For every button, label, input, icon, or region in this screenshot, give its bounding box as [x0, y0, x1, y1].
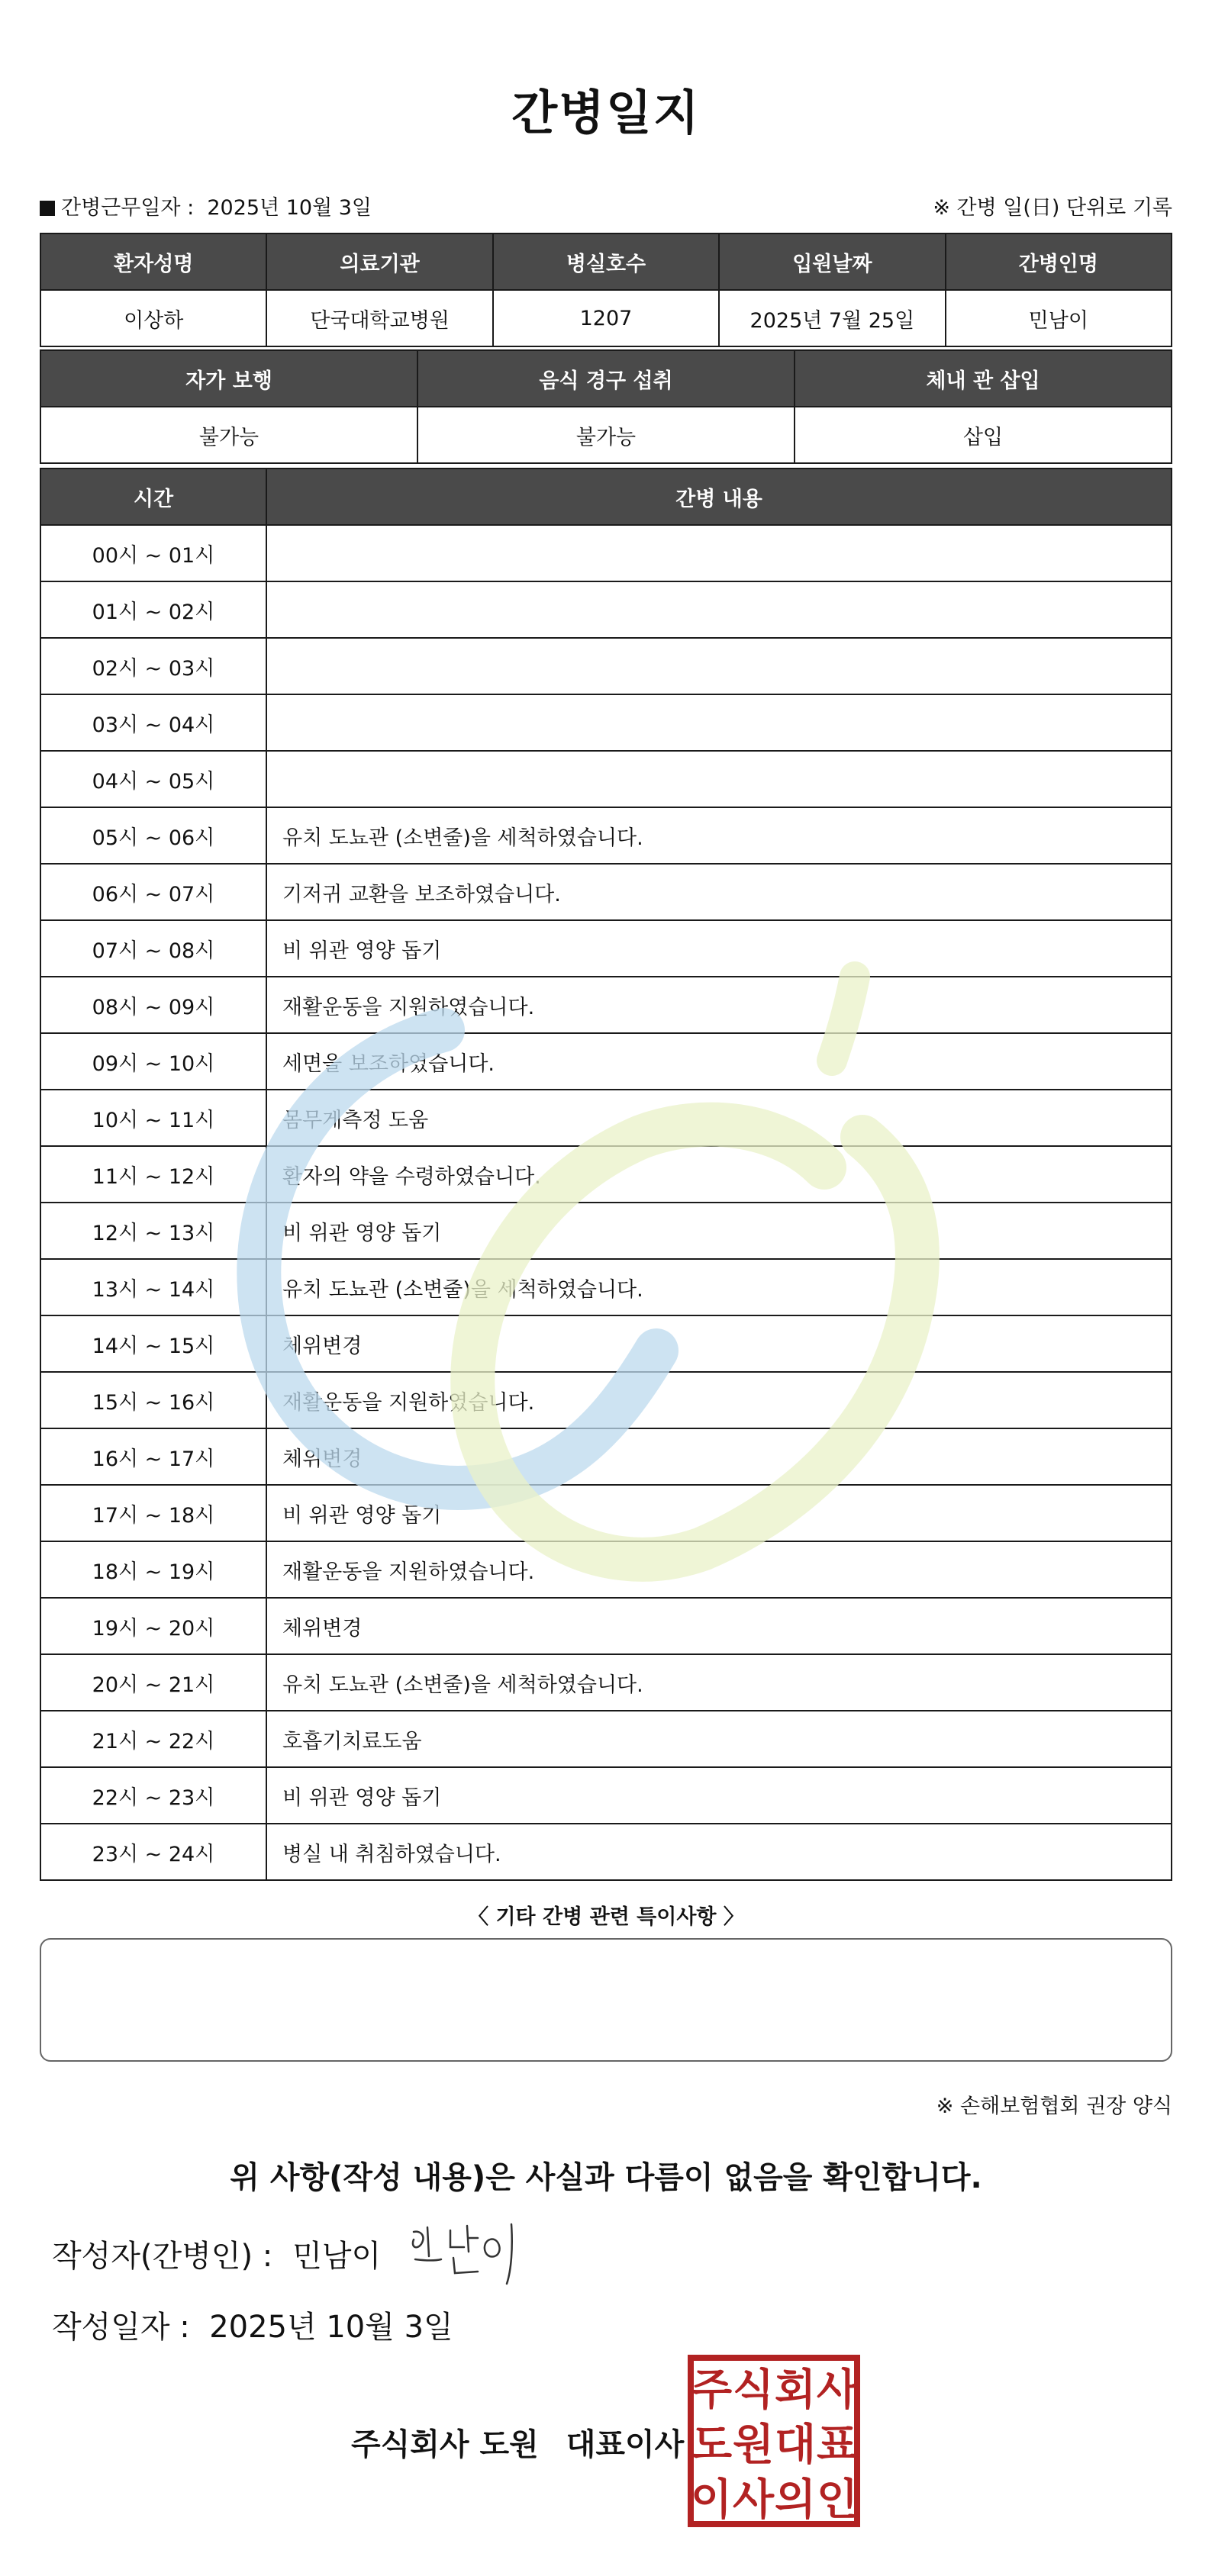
- log-content: 기저귀 교환을 보조하였습니다.: [266, 864, 1172, 920]
- table-row: [40, 1598, 1172, 1654]
- table-row: [40, 638, 1172, 694]
- written-date-label: 작성일자 :: [52, 2310, 190, 2345]
- log-time: 19시 ~ 20시: [40, 1598, 266, 1654]
- work-date: 간병근무일자 : 2025년 10월 3일: [40, 191, 372, 221]
- log-content: 비 위관 영양 돕기: [266, 1767, 1172, 1824]
- seal-character: 이: [690, 2475, 733, 2525]
- log-time: 17시 ~ 18시: [40, 1485, 266, 1541]
- work-date-value: 2025년 10월 3일: [207, 196, 372, 220]
- seal-character: 원: [732, 2420, 775, 2470]
- log-time: 01시 ~ 02시: [40, 581, 266, 638]
- table-row: [40, 581, 1172, 638]
- table-row: [40, 864, 1172, 920]
- log-time: 05시 ~ 06시: [40, 807, 266, 864]
- log-content: [266, 581, 1172, 638]
- table-row: [40, 1259, 1172, 1315]
- room-number: 1207: [493, 290, 719, 346]
- log-time: 08시 ~ 09시: [40, 977, 266, 1033]
- notes-box: [40, 1938, 1172, 2062]
- table-row: [40, 1090, 1172, 1146]
- log-content: 체위변경: [266, 1428, 1172, 1485]
- log-content: 재활운동을 지원하였습니다.: [266, 1372, 1172, 1428]
- header-tube-insertion: 체내 관 삽입: [795, 350, 1172, 407]
- header-caregiver-name: 간병인명: [946, 233, 1172, 290]
- log-content: 유치 도뇨관 (소변줄)을 세척하였습니다.: [266, 807, 1172, 864]
- log-time: 09시 ~ 10시: [40, 1033, 266, 1090]
- log-time: 11시 ~ 12시: [40, 1146, 266, 1203]
- tube-insertion-value: 삽입: [795, 407, 1172, 463]
- header-admission-date: 입원날짜: [719, 233, 945, 290]
- seal-character: 도: [690, 2420, 733, 2470]
- table-row: [40, 1654, 1172, 1711]
- seal-character: 주: [690, 2365, 733, 2415]
- table-row: [40, 1033, 1172, 1090]
- log-time: 18시 ~ 19시: [40, 1541, 266, 1598]
- log-content: 비 위관 영양 돕기: [266, 1485, 1172, 1541]
- log-time: 13시 ~ 14시: [40, 1259, 266, 1315]
- admission-date: 2025년 7월 25일: [719, 290, 945, 346]
- log-content: 병실 내 취침하였습니다.: [266, 1824, 1172, 1880]
- table-row: [40, 1485, 1172, 1541]
- company-line: [351, 2420, 684, 2464]
- log-time: 14시 ~ 15시: [40, 1315, 266, 1372]
- log-content: 재활운동을 지원하였습니다.: [266, 1541, 1172, 1598]
- log-time: 02시 ~ 03시: [40, 638, 266, 694]
- handwritten-signature: [405, 2217, 527, 2285]
- document-title: 간병일지: [511, 85, 701, 140]
- log-time: 10시 ~ 11시: [40, 1090, 266, 1146]
- patient-info-table: [40, 233, 1172, 347]
- care-log-table: [40, 468, 1172, 1881]
- log-time: 03시 ~ 04시: [40, 694, 266, 751]
- header-oral-intake: 음식 경구 섭취: [417, 350, 795, 407]
- log-content: 체위변경: [266, 1315, 1172, 1372]
- table-row: [40, 1372, 1172, 1428]
- table-row: [40, 1767, 1172, 1824]
- header-hospital: 의료기관: [266, 233, 492, 290]
- log-time: 04시 ~ 05시: [40, 751, 266, 807]
- caregiver-name: 민남이: [946, 290, 1172, 346]
- seal-character: 대: [774, 2420, 817, 2470]
- log-content: 호흡기치료도움: [266, 1711, 1172, 1767]
- writer-line: [52, 2232, 381, 2275]
- written-date-value: 2025년 10월 3일: [209, 2310, 453, 2345]
- hospital-name: 단국대학교병원: [266, 290, 492, 346]
- table-row: [40, 920, 1172, 977]
- seal-character: 의: [774, 2475, 817, 2525]
- table-row: [40, 694, 1172, 751]
- log-time: 15시 ~ 16시: [40, 1372, 266, 1428]
- log-time: 07시 ~ 08시: [40, 920, 266, 977]
- confirmation-statement: 위 사항(작성 내용)은 사실과 다름이 없음을 확인합니다.: [230, 2160, 982, 2195]
- writer-name: 민남이: [292, 2239, 382, 2274]
- seal-character: 사: [816, 2365, 859, 2415]
- log-content: 재활운동을 지원하였습니다.: [266, 977, 1172, 1033]
- table-row: [40, 1824, 1172, 1880]
- header-time: 시간: [40, 469, 266, 525]
- log-time: 00시 ~ 01시: [40, 525, 266, 581]
- header-care-content: 간병 내용: [266, 469, 1172, 525]
- log-time: 22시 ~ 23시: [40, 1767, 266, 1824]
- record-note: ※ 간병 일(日) 단위로 기록: [933, 196, 1172, 220]
- patient-name: 이상하: [40, 290, 266, 346]
- log-time: 12시 ~ 13시: [40, 1203, 266, 1259]
- seal-character: 식: [732, 2365, 775, 2415]
- log-time: 20시 ~ 21시: [40, 1654, 266, 1711]
- log-content: 유치 도뇨관 (소변줄)을 세척하였습니다.: [266, 1259, 1172, 1315]
- square-bullet-icon: [40, 201, 55, 216]
- table-row: [40, 1315, 1172, 1372]
- work-date-label: 간병근무일자: [61, 196, 181, 220]
- table-row: [40, 525, 1172, 581]
- log-content: 몸무게측정 도움: [266, 1090, 1172, 1146]
- self-walking-value: 불가능: [40, 407, 417, 463]
- table-row: [40, 751, 1172, 807]
- company-name: 주식회사 도원: [351, 2427, 539, 2462]
- log-time: 06시 ~ 07시: [40, 864, 266, 920]
- company-seal-stamp: [687, 2354, 861, 2528]
- patient-status-table: [40, 349, 1172, 464]
- log-content: 체위변경: [266, 1598, 1172, 1654]
- recommend-note: ※ 손해보험협회 권장 양식: [936, 2095, 1172, 2118]
- log-time: 16시 ~ 17시: [40, 1428, 266, 1485]
- table-row: [40, 1711, 1172, 1767]
- table-row: [40, 1203, 1172, 1259]
- log-content: 세면을 보조하였습니다.: [266, 1033, 1172, 1090]
- writer-label: 작성자(간병인) :: [52, 2239, 273, 2274]
- table-row: [40, 807, 1172, 864]
- seal-character: 회: [774, 2365, 817, 2415]
- company-ceo-title: 대표이사: [566, 2427, 685, 2462]
- log-content: 비 위관 영양 돕기: [266, 920, 1172, 977]
- seal-character: 표: [816, 2420, 859, 2470]
- table-row: [40, 1146, 1172, 1203]
- log-time: 23시 ~ 24시: [40, 1824, 266, 1880]
- header-patient-name: 환자성명: [40, 233, 266, 290]
- log-content: 환자의 약을 수령하였습니다.: [266, 1146, 1172, 1203]
- seal-character: 사: [732, 2475, 775, 2525]
- table-row: [40, 977, 1172, 1033]
- log-content: 유치 도뇨관 (소변줄)을 세척하였습니다.: [266, 1654, 1172, 1711]
- seal-character: 인: [816, 2475, 859, 2525]
- log-content: 비 위관 영양 돕기: [266, 1203, 1172, 1259]
- written-date-line: [52, 2303, 453, 2346]
- log-content: [266, 751, 1172, 807]
- header-self-walking: 자가 보행: [40, 350, 417, 407]
- header-room: 병실호수: [493, 233, 719, 290]
- log-content: [266, 638, 1172, 694]
- table-row: [40, 1541, 1172, 1598]
- log-time: 21시 ~ 22시: [40, 1711, 266, 1767]
- oral-intake-value: 불가능: [417, 407, 795, 463]
- table-row: [40, 1428, 1172, 1485]
- log-content: [266, 694, 1172, 751]
- notes-title: 〈 기타 간병 관련 특이사항 〉: [468, 1905, 744, 1929]
- log-content: [266, 525, 1172, 581]
